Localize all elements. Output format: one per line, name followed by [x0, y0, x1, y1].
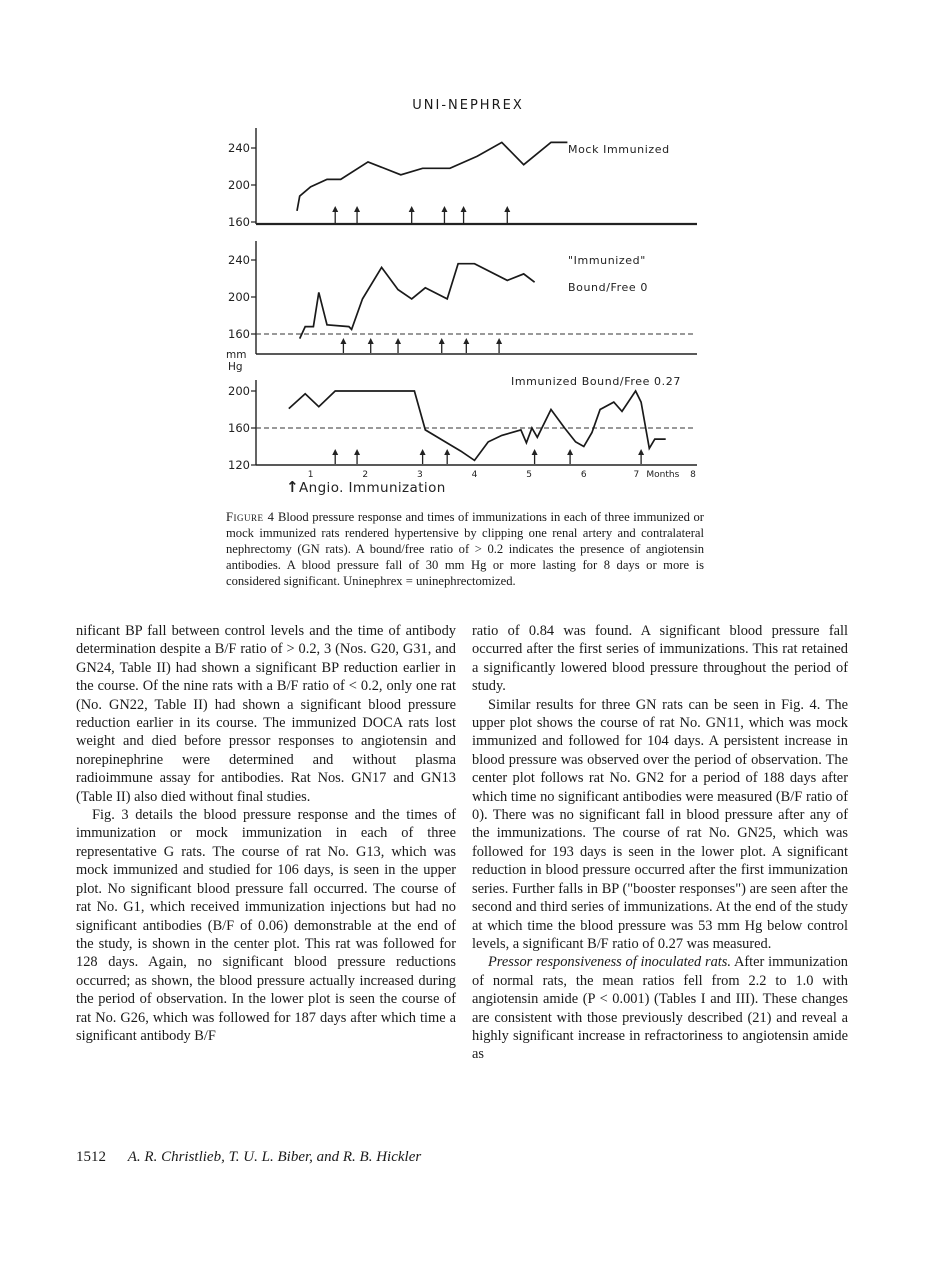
- x-tick-label: 6: [580, 470, 587, 480]
- y-tick-label: 160: [228, 215, 250, 229]
- y-tick-label: 200: [228, 178, 250, 192]
- paragraph: Similar results for three GN rats can be seen in Fig. 4. The upper plot shows the course of rat No. GN11, which was mock immunized and followed for 104 days. A persistent increase in blood pressure was observed over the period of observation. The center plot follows rat No. GN2 for a period of 188 days after which time no significant antibodies were measured (B/F ratio of 0). There was no significant fall in blood pressure after any of the immunizations. The course of rat No. GN25, which was followed for 193 days is seen in the lower plot. A significant reduction in blood pressure occurred after the first immunization series. Further falls in BP ("booster responses") are seen after the second and third series of immunizations. At the end of the study at which time the blood pressure was 53 mm Hg below control levels, a significant B/F ratio of 0.27 was measured.: [472, 696, 848, 952]
- left-column: [76, 622, 456, 1045]
- x-tick-label: 8: [690, 470, 696, 480]
- figure-title: UNI-NEPHREX: [412, 98, 524, 113]
- y-unit-label: Hg: [228, 361, 243, 373]
- immunization-arrow-head: [461, 206, 467, 212]
- immunization-arrow-head: [463, 338, 469, 344]
- page-footer: [76, 1149, 421, 1166]
- x-tick-label: 5: [526, 470, 532, 480]
- caption-text: Blood pressure response and times of immunizations in each of three immunized or mock immunized rats rendered hypertensive by clipping one renal artery and contralateral nephrectomy (GN rats). A bound/free ratio of > 0.2 indicates the presence of angiotensin antibodies. A blood pressure fall of 30 mm Hg or more lasting for 8 days or more is considered significant. Uninephrex = uninephrectomized.: [226, 510, 704, 588]
- immunization-arrow-head: [368, 338, 374, 344]
- immunization-arrow-head: [638, 449, 644, 455]
- authors: A. R. Christlieb, T. U. L. Biber, and R. B. Hickler: [127, 1149, 422, 1165]
- y-unit-label: mm: [226, 349, 247, 361]
- right-column: [472, 622, 848, 1064]
- immunization-arrow-head: [395, 338, 401, 344]
- y-tick-label: 160: [228, 421, 250, 435]
- figure-4-chart: [0, 0, 936, 500]
- immunization-arrow-head: [340, 338, 346, 344]
- x-tick-label: 4: [471, 470, 478, 480]
- immunization-arrow-head: [420, 449, 426, 455]
- y-tick-label: 160: [228, 327, 250, 341]
- immunization-arrow-head: [504, 206, 510, 212]
- x-tick-label: 7: [633, 470, 640, 480]
- x-unit-label: Months: [646, 470, 680, 480]
- section-heading: Pressor responsiveness of inoculated rats.: [488, 954, 731, 971]
- panel-label: Immunized Bound/Free 0.27: [511, 375, 681, 388]
- y-tick-label: 200: [228, 290, 250, 304]
- figure-caption: [226, 509, 704, 589]
- y-tick-label: 240: [228, 253, 250, 267]
- paragraph: [472, 953, 848, 1063]
- page-number: 1512: [76, 1149, 106, 1165]
- y-tick-label: 240: [228, 141, 250, 155]
- immunization-arrow-head: [354, 449, 360, 455]
- bp-series-line: [300, 264, 535, 339]
- legend-arrow-icon: ↑: [286, 478, 299, 496]
- paragraph: nificant BP fall between control levels and the time of antibody determination despite a B/F ratio of > 0.2, 3 (Nos. G20, G31, and GN24, Table II) had shown a significant BP reduction earlier in the course. Of the nine rats with a B/F ratio of < 0.2, only one rat (No. GN22, Table II) had shown a significant blood pressure reduction earlier in its course. The immunized DOCA rats lost weight and died before pressor responses to angiotensin and norepinephrine were determined and without plasma radioimmune assay for antibodies. Rat Nos. GN17 and GN13 (Table II) also died without final studies.: [76, 623, 456, 805]
- immunization-arrow-head: [332, 449, 338, 455]
- x-tick-label: 3: [417, 470, 423, 480]
- immunization-arrow-head: [409, 206, 415, 212]
- paragraph: Fig. 3 details the blood pressure response and the times of immunization or mock immunization in each of three representative G rats. The course of rat No. G13, which was mock immunized and studied for 106 days, is seen in the upper plot. No significant blood pressure fall occurred. The course of rat No. G1, which received immunization injections but had no significant antibodies (B/F of 0.06) demonstrable at the end of the study, is shown in the center plot. This rat was followed for 128 days. Again, no significant blood pressure reductions occurred; as shown, the blood pressure actually increased during the period of observation. In the lower plot is seen the course of rat No. G26, which was followed for 187 days after which time a significant antibody B/F: [76, 807, 456, 1044]
- x-tick-label: 2: [362, 470, 369, 480]
- immunization-arrow-head: [439, 338, 445, 344]
- x-tick-label: 1: [307, 470, 314, 480]
- y-tick-label: 120: [228, 458, 250, 472]
- y-tick-label: 200: [228, 384, 250, 398]
- paragraph: ratio of 0.84 was found. A significant blood pressure fall occurred after the first series of immunizations. This rat retained a significantly lowered blood pressure throughout the period of study.: [472, 623, 848, 695]
- bp-series-line: [297, 142, 567, 211]
- bp-series-line: [289, 391, 666, 460]
- caption-label: Figure 4: [226, 510, 275, 524]
- panel-label: Mock Immunized: [568, 143, 670, 156]
- immunization-arrow-head: [532, 449, 538, 455]
- immunization-arrow-head: [444, 449, 450, 455]
- legend-label: Angio. Immunization: [299, 480, 446, 496]
- immunization-arrow-head: [332, 206, 338, 212]
- panel-label-bound-free: Bound/Free 0: [568, 281, 648, 294]
- immunization-arrow-head: [354, 206, 360, 212]
- immunization-arrow-head: [496, 338, 502, 344]
- paragraph-text: After immunization of normal rats, the mean ratios fell from 2.2 to 1.0 with angiotensin amide (P < 0.001) (Tables I and III). These changes are consistent with those previously described (21) and reveal a highly significant increase in refractoriness to angiotensin amide as: [472, 954, 849, 1063]
- panel-label: "Immunized": [568, 254, 646, 267]
- immunization-arrow-head: [567, 449, 573, 455]
- immunization-arrow-head: [441, 206, 447, 212]
